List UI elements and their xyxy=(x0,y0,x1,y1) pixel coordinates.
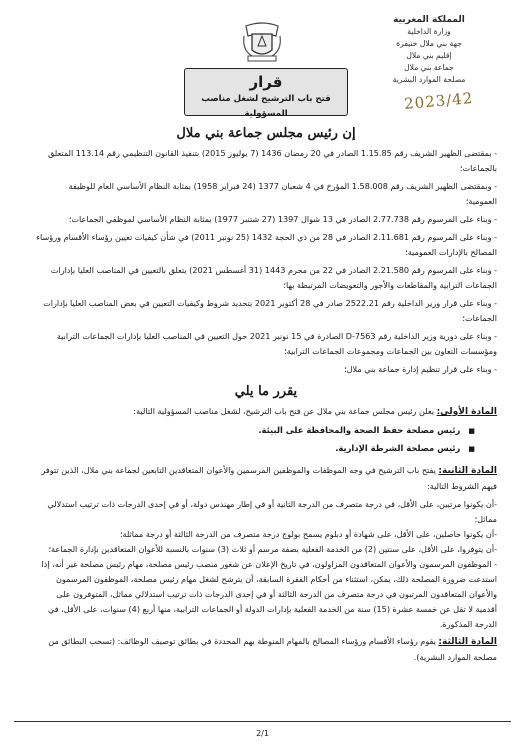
header-line-ministry: وزارة الداخلية xyxy=(407,27,451,36)
document-title: قرار xyxy=(249,73,283,91)
institution-header xyxy=(349,14,509,86)
article-3-text: يقوم رؤساء الأقسام ورؤساء المصالح بالمهام المنوطة بهم المحددة في بطائق توصيف الوظائف: (تسحب البطائق من مصلحة الموارد البشرية). xyxy=(48,636,497,662)
article-1 xyxy=(35,404,497,420)
position-item: ■ رئيس مصلحة حفظ الصحة والمحافظة على البيئة. xyxy=(35,423,475,439)
coat-of-arms-emblem xyxy=(238,18,286,64)
authority-heading: إن رئيس مجلس جماعة بني ملال xyxy=(176,126,356,141)
registration-number-stamp: 2023/42 xyxy=(403,89,474,113)
preamble-item: - وبناء على المرسوم رقم 2.21.580 الصادر في 22 من محرم 1443 (31 أغسطس 2021) يتعلق بالتعيين في المناصب العليا بإدارات الجماعات الترابية والمقاطعات والأجور والتعويضات المرتبطة بها؛ xyxy=(50,265,497,290)
document-subtitle: فتح باب الترشيح لشغل مناصب المسؤولية xyxy=(201,94,331,119)
preamble-item: - بمقتضى الظهير الشريف رقم 1.15.85 الصادر في 20 رمضان 1436 (7 يوليوز 2015) بتنفيذ القانون التنظيمي رقم 113.14 المتعلق بالجماعات؛ xyxy=(48,148,497,173)
header-line-region: جهة بني ملال خنيفرة xyxy=(396,39,462,48)
article-2-label: المادة الثانية: xyxy=(438,466,497,476)
header-line-province: إقليم بني ملال xyxy=(406,51,452,60)
preamble-item: - وبمقتضى الظهير الشريف رقم 1.58.008 المؤرخ في 4 شعبان 1377 (24 فبراير 1958) بمثابة النظام الأساسي العام للوظيفة العمومية؛ xyxy=(68,181,497,206)
condition-item: -أن يكونوا حاصلين، على الأقل، على شهادة أو دبلوم يسمح بولوج درجة متصرف من الدرجة الثالثة أو درجة مماثلة؛ xyxy=(119,529,497,539)
preamble-item: - وبناء على المرسوم رقم 2.77.738 الصادر في 13 شوال 1397 (27 شتنبر 1977) بمثابة النظام الأساسي لموظفي الجماعات؛ xyxy=(68,214,497,224)
preamble-item: - وبناء على قرار وزير الداخلية رقم 2522.21 صادر في 28 أكتوبر 2021 بتحديد شروط وكيفيات التعيين في بعض المناصب العليا بإدارات الجماعات؛ xyxy=(43,298,497,323)
article-3-label: المادة الثالثة: xyxy=(438,637,497,647)
position-item: ■ رئيس مصلحة الشرطة الإدارية. xyxy=(35,441,475,457)
footer-divider xyxy=(14,721,511,722)
article-1-text: يعلن رئيس مجلس جماعة بني ملال عن فتح باب الترشيح، لشغل مناصب المسؤولية التالية: xyxy=(133,406,437,416)
preamble-item: - وبناء على قرار تنظيم إدارة جماعة بني ملال؛ xyxy=(344,364,497,374)
condition-item: -أن يكونوا مرتبين، على الأقل، في درجة متصرف من الدرجة الثانية أو في إطار مهندس دولة، أو في إحدى الدرجات ذات ترتيب استدلالي مماثل؛ xyxy=(47,499,497,524)
header-line-service: مصلحة الموارد البشرية xyxy=(392,75,466,84)
article-2 xyxy=(35,463,497,494)
document-body xyxy=(35,122,497,668)
article-1-label: المادة الأولى: xyxy=(436,407,497,417)
article-2-text: يفتح باب الترشيح في وجه الموظفات والموظفين المرسمين والأعوان المتعاقدين التابعين لجماعة بني ملال، الذين تتوفر فيهم الشروط التالية: xyxy=(41,465,497,491)
article-3 xyxy=(35,634,497,665)
header-line-kingdom: المملكة المغربية xyxy=(393,15,465,25)
page-number: 2/1 xyxy=(256,729,269,738)
condition-item: -أن يتوفروا، على الأقل، على سنتين (2) من الخدمة الفعلية بصفة مرسم أو ثلاث (3) سنوات بالنسبة للأعوان المتعاقدين بإدارة الجماعة؛ xyxy=(48,544,497,554)
title-box xyxy=(184,68,348,119)
decision-heading: يقرر ما يلي xyxy=(234,384,298,399)
preamble-item: - وبناء على دورية وزير الداخلية رقم D-7563 الصادرة في 15 نونبر 2021 حول التعيين في المناصب العليا بإدارات الجماعات الترابية ومؤسسات التعاون بين الجماعات ومجموعات الجماعات الترابية؛ xyxy=(56,331,497,356)
condition-item: - الموظفون المرسمون والأعوان المتعاقدون المزاولون، في تاريخ الإعلان عن شغور منصب رئيس مصلحة، مهام رئيس مصلحة غير أنه، إذا استدعت ضرورة المصلحة ذلك، يمكن، استثناء من أحكام الفقرة السابقة، أن يترشح لشغل مهام رئيس مصلحة، الموظفون المرسمون والأعوان المتعاقدون المرتبون في درجة متصرف من الدرجة الثالثة أو في إحدى الدرجات ذات ترتيب استدلالي مماثل، المتوفرون على أقدمية لا تقل عن خمسة عشرة (15) سنة من الخدمة الفعلية بإدارات الدولة أو الجماعات الترابية، منها أربع (4) سنوات، على الأقل، في الدرجة المذكورة. xyxy=(41,559,497,629)
header-line-commune: جماعة بني ملال xyxy=(404,63,454,72)
preamble-item: - وبناء على المرسوم رقم 2.11.681 الصادر في 28 من ذي الحجة 1432 (25 نونبر 2011) في شأن كيفيات تعيين رؤساء الأقسام ورؤساء المصالح بالإدارات العمومية؛ xyxy=(36,232,497,257)
